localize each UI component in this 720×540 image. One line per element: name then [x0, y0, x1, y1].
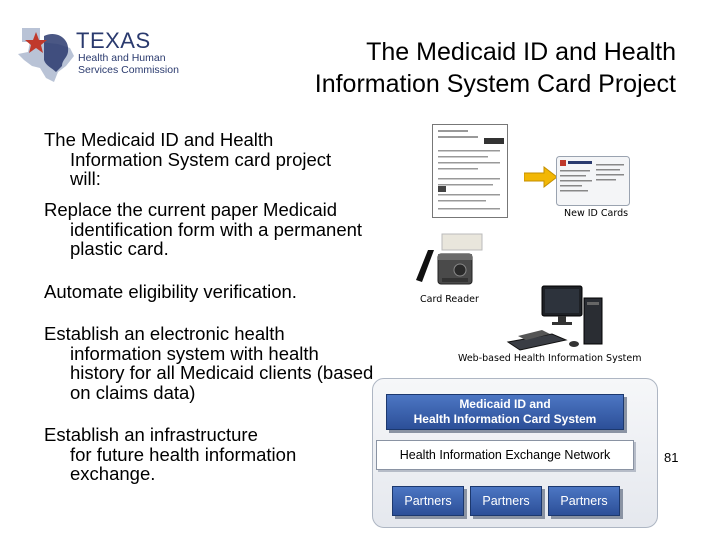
text-line: Establish an infrastructure: [44, 424, 258, 445]
text-line: identification form with a permanent: [70, 218, 363, 240]
partners-box: Partners: [548, 486, 620, 516]
new-id-card-image: [556, 156, 630, 206]
exchange-network-box: Health Information Exchange Network: [376, 440, 634, 470]
paper-form-image: [432, 124, 508, 218]
slide-title: [216, 36, 676, 100]
bullet-replace-card: [44, 200, 414, 259]
text-line: will:: [70, 168, 101, 189]
partners-box: Partners: [470, 486, 542, 516]
text-line: Establish an electronic health: [44, 323, 285, 344]
logo-subtitle-line: Services Commission: [78, 64, 179, 76]
bullet-infrastructure: [44, 425, 364, 484]
text-line: Replace the current paper Medicaid: [44, 199, 338, 220]
caption-web-system: Web-based Health Information System: [458, 353, 642, 364]
logo-subtitle: [78, 52, 179, 76]
card-system-label: Medicaid ID and: [459, 397, 551, 411]
text-line: Automate eligibility verification.: [44, 281, 297, 302]
card-system-box: [386, 394, 624, 430]
text-line: information system with health: [70, 342, 319, 364]
logo-wordmark: TEXAS: [76, 28, 151, 53]
title-line: Information System Card Project: [314, 70, 676, 98]
text-line: on claims data): [70, 381, 196, 403]
text-line: history for all Medicaid clients (based: [70, 362, 374, 383]
text-line: Information System card project: [70, 148, 332, 170]
arrow-icon: [524, 166, 558, 188]
logo-subtitle-line: Health and Human: [78, 52, 166, 64]
title-line: The Medicaid ID and Health: [366, 38, 676, 66]
partners-box: Partners: [392, 486, 464, 516]
text-line: for future health information: [70, 443, 297, 465]
text-line: exchange.: [70, 463, 156, 484]
caption-new-id-cards: New ID Cards: [564, 208, 629, 219]
card-system-label: Health Information Card System: [413, 412, 597, 426]
bullet-health-system: [44, 324, 414, 402]
text-line: The Medicaid ID and Health: [44, 129, 274, 150]
card-reader-image: [412, 232, 488, 292]
bullet-automate: [44, 282, 414, 302]
caption-card-reader: Card Reader: [420, 294, 479, 305]
intro-text: [44, 130, 404, 189]
computer-workstation-image: [504, 284, 608, 352]
page-number: 81: [664, 450, 679, 465]
text-line: plastic card.: [70, 238, 169, 259]
